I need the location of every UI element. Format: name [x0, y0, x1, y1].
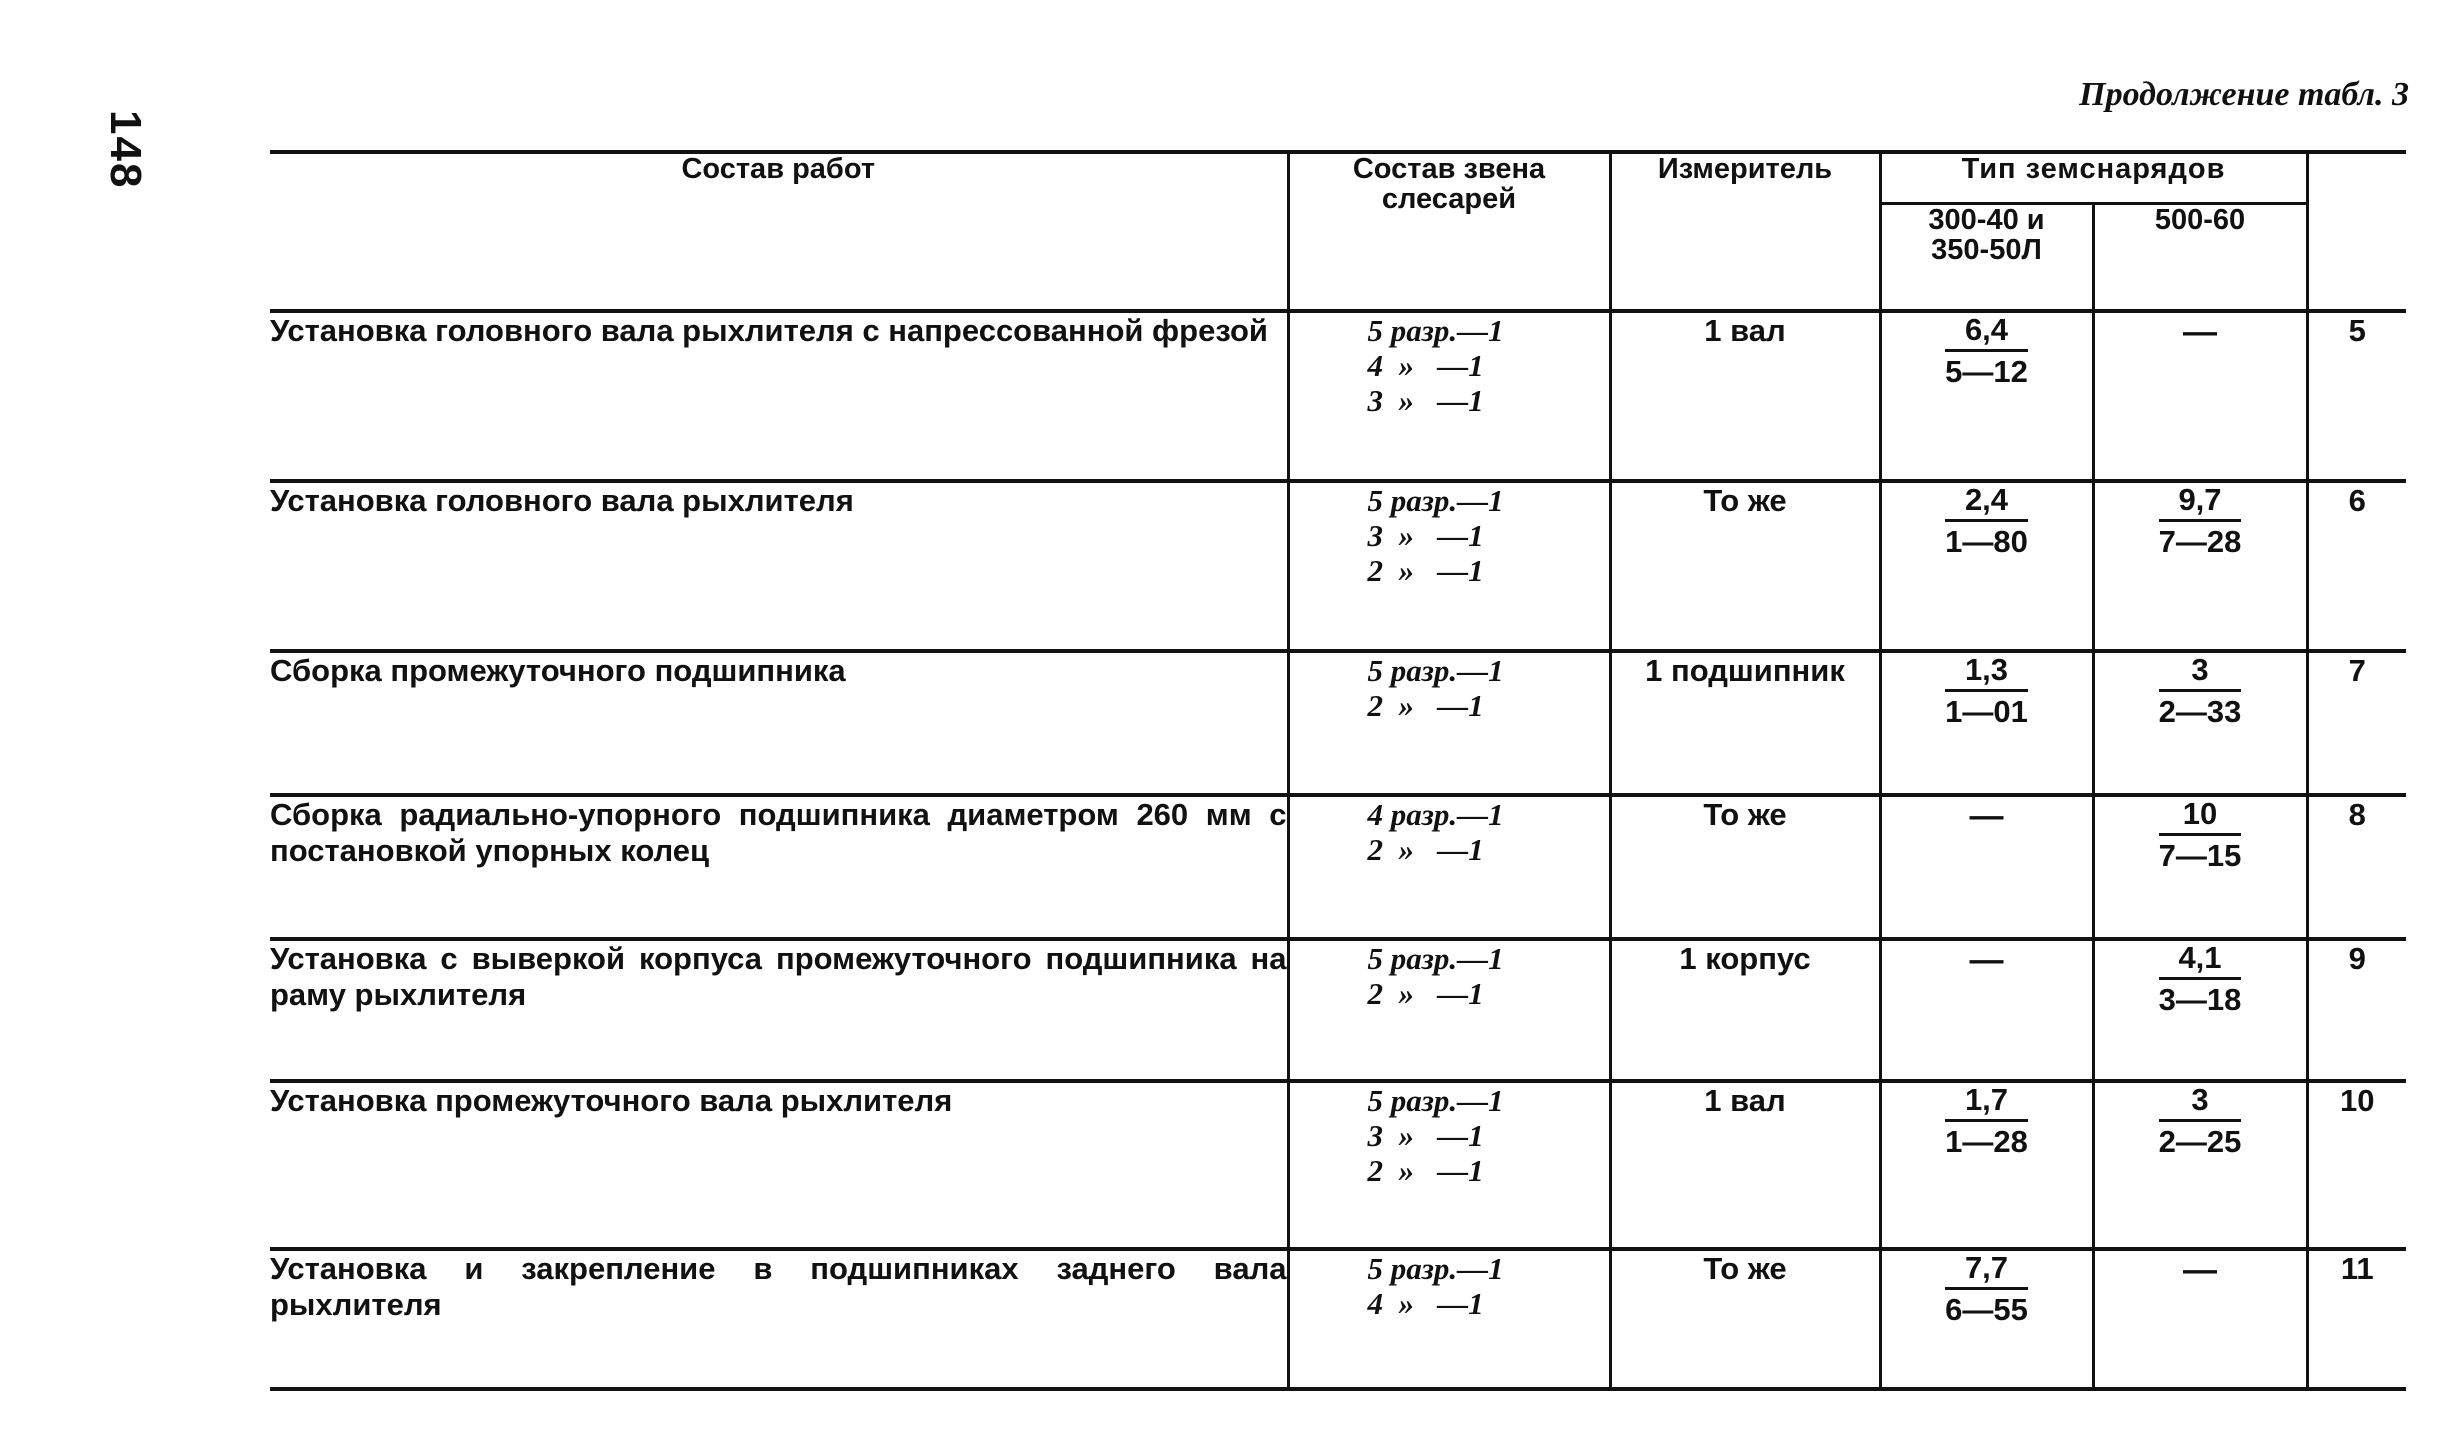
norm-fraction	[1945, 653, 2028, 729]
rate-price: 6—55	[1945, 1292, 2028, 1328]
rate-price: 7—28	[2158, 524, 2242, 560]
unit-measure: 1 вал	[1610, 311, 1880, 481]
unit-measure: То же	[1610, 481, 1880, 651]
header-type-500-60: 500-60	[2093, 204, 2307, 312]
value-type-500-60	[2093, 1081, 2307, 1249]
value-type-300-40	[1880, 1081, 2093, 1249]
rate-price: 2—33	[2158, 694, 2242, 730]
header-crew: Состав звена слесарей	[1288, 152, 1610, 311]
table-row	[270, 795, 2406, 939]
value-type-300-40	[1880, 795, 2093, 939]
norm-fraction	[2159, 653, 2242, 729]
unit-measure: То же	[1610, 1249, 1880, 1389]
table-row	[270, 1249, 2406, 1389]
header-unit: Измеритель	[1610, 152, 1880, 311]
norm-fraction	[2159, 797, 2242, 873]
time-norm: 9,7	[2159, 483, 2242, 522]
header-row-number	[2307, 152, 2406, 311]
value-type-300-40	[1880, 481, 2093, 651]
rate-price: 1—28	[1945, 1124, 2028, 1160]
header-dredger-type: Тип земснарядов	[1880, 152, 2307, 204]
crew-line: 3 » —1	[1367, 383, 1484, 419]
value-type-300-40	[1880, 1249, 2093, 1389]
table-row	[270, 1081, 2406, 1249]
row-number: 7	[2307, 651, 2406, 795]
work-description: Сборка радиально-упорного подшипника диаметром 260 мм с постановкой упорных колец	[270, 795, 1288, 939]
work-description: Установка промежуточного вала рыхлителя	[270, 1081, 1288, 1249]
time-norm: 1,7	[1945, 1083, 2028, 1122]
crew-line: 4 » —1	[1367, 1286, 1484, 1322]
crew-composition	[1288, 311, 1610, 481]
row-number: 11	[2307, 1249, 2406, 1389]
time-norm: 6,4	[1945, 313, 2028, 352]
continuation-caption: Продолжение табл. 3	[2079, 76, 2409, 113]
crew-line: 2 » —1	[1367, 832, 1484, 868]
norm-fraction	[1945, 1251, 2028, 1327]
crew-line: 5 разр.—1	[1367, 1083, 1504, 1118]
value-type-300-40	[1880, 939, 2093, 1081]
crew-composition	[1288, 795, 1610, 939]
table-row	[270, 481, 2406, 651]
crew-composition	[1288, 481, 1610, 651]
crew-line: 2 » —1	[1367, 688, 1484, 724]
rate-price: 5—12	[1945, 354, 2028, 390]
time-norm: 3	[2159, 653, 2242, 692]
crew-line: 4 » —1	[1367, 348, 1484, 384]
table-row	[270, 311, 2406, 481]
crew-composition	[1288, 651, 1610, 795]
value-type-500-60	[2093, 795, 2307, 939]
row-number: 9	[2307, 939, 2406, 1081]
dash-value: —	[1969, 941, 2004, 979]
crew-line: 4 разр.—1	[1367, 797, 1504, 832]
unit-measure: То же	[1610, 795, 1880, 939]
unit-measure: 1 корпус	[1610, 939, 1880, 1081]
work-description: Установка с выверкой корпуса промежуточного подшипника на раму рыхлителя	[270, 939, 1288, 1081]
dash-value: —	[2183, 1251, 2217, 1289]
norm-fraction	[2159, 483, 2242, 559]
time-norm: 10	[2159, 797, 2242, 836]
work-description: Сборка промежуточного подшипника	[270, 651, 1288, 795]
rate-price: 1—80	[1945, 524, 2028, 560]
crew-line: 5 разр.—1	[1367, 941, 1504, 976]
work-description: Установка головного вала рыхлителя	[270, 481, 1288, 651]
header-work: Состав работ	[270, 152, 1288, 311]
crew-line: 5 разр.—1	[1367, 483, 1504, 518]
crew-line: 2 » —1	[1367, 553, 1484, 589]
time-norm: 4,1	[2159, 941, 2242, 980]
header-type-300-40: 300-40 и 350-50Л	[1880, 204, 2093, 312]
time-norm: 1,3	[1945, 653, 2028, 692]
rate-price: 7—15	[2158, 838, 2242, 874]
norm-fraction	[1945, 483, 2028, 559]
rate-price: 2—25	[2158, 1124, 2242, 1160]
row-number: 5	[2307, 311, 2406, 481]
value-type-300-40	[1880, 651, 2093, 795]
table-row	[270, 939, 2406, 1081]
crew-line: 2 » —1	[1367, 976, 1484, 1012]
value-type-500-60	[2093, 939, 2307, 1081]
unit-measure: 1 вал	[1610, 1081, 1880, 1249]
time-norm: 7,7	[1945, 1251, 2028, 1290]
crew-line: 5 разр.—1	[1367, 653, 1504, 688]
norm-fraction	[2159, 941, 2242, 1017]
rate-price: 3—18	[2158, 982, 2242, 1018]
work-description: Установка и закрепление в подшипниках заднего вала рыхлителя	[270, 1249, 1288, 1389]
work-description: Установка головного вала рыхлителя с напрессованной фрезой	[270, 311, 1288, 481]
value-type-500-60	[2093, 1249, 2307, 1389]
row-number: 10	[2307, 1081, 2406, 1249]
norm-fraction	[2159, 1083, 2242, 1159]
time-norm: 3	[2159, 1083, 2242, 1122]
crew-composition	[1288, 939, 1610, 1081]
value-type-500-60	[2093, 311, 2307, 481]
crew-composition	[1288, 1249, 1610, 1389]
crew-composition	[1288, 1081, 1610, 1249]
value-type-500-60	[2093, 481, 2307, 651]
norms-table	[270, 150, 2406, 1391]
page-number: 148	[101, 110, 150, 190]
crew-line: 3 » —1	[1367, 518, 1484, 554]
norm-fraction	[1945, 1083, 2028, 1159]
value-type-500-60	[2093, 651, 2307, 795]
value-type-300-40	[1880, 311, 2093, 481]
crew-line: 3 » —1	[1367, 1118, 1484, 1154]
dash-value: —	[1969, 797, 2004, 835]
row-number: 8	[2307, 795, 2406, 939]
norm-fraction	[1945, 313, 2028, 389]
dash-value: —	[2183, 313, 2217, 351]
crew-line: 2 » —1	[1367, 1153, 1484, 1189]
table-row	[270, 651, 2406, 795]
unit-measure: 1 подшипник	[1610, 651, 1880, 795]
rate-price: 1—01	[1945, 694, 2028, 730]
time-norm: 2,4	[1945, 483, 2028, 522]
row-number: 6	[2307, 481, 2406, 651]
crew-line: 5 разр.—1	[1367, 1251, 1504, 1286]
crew-line: 5 разр.—1	[1367, 313, 1504, 348]
